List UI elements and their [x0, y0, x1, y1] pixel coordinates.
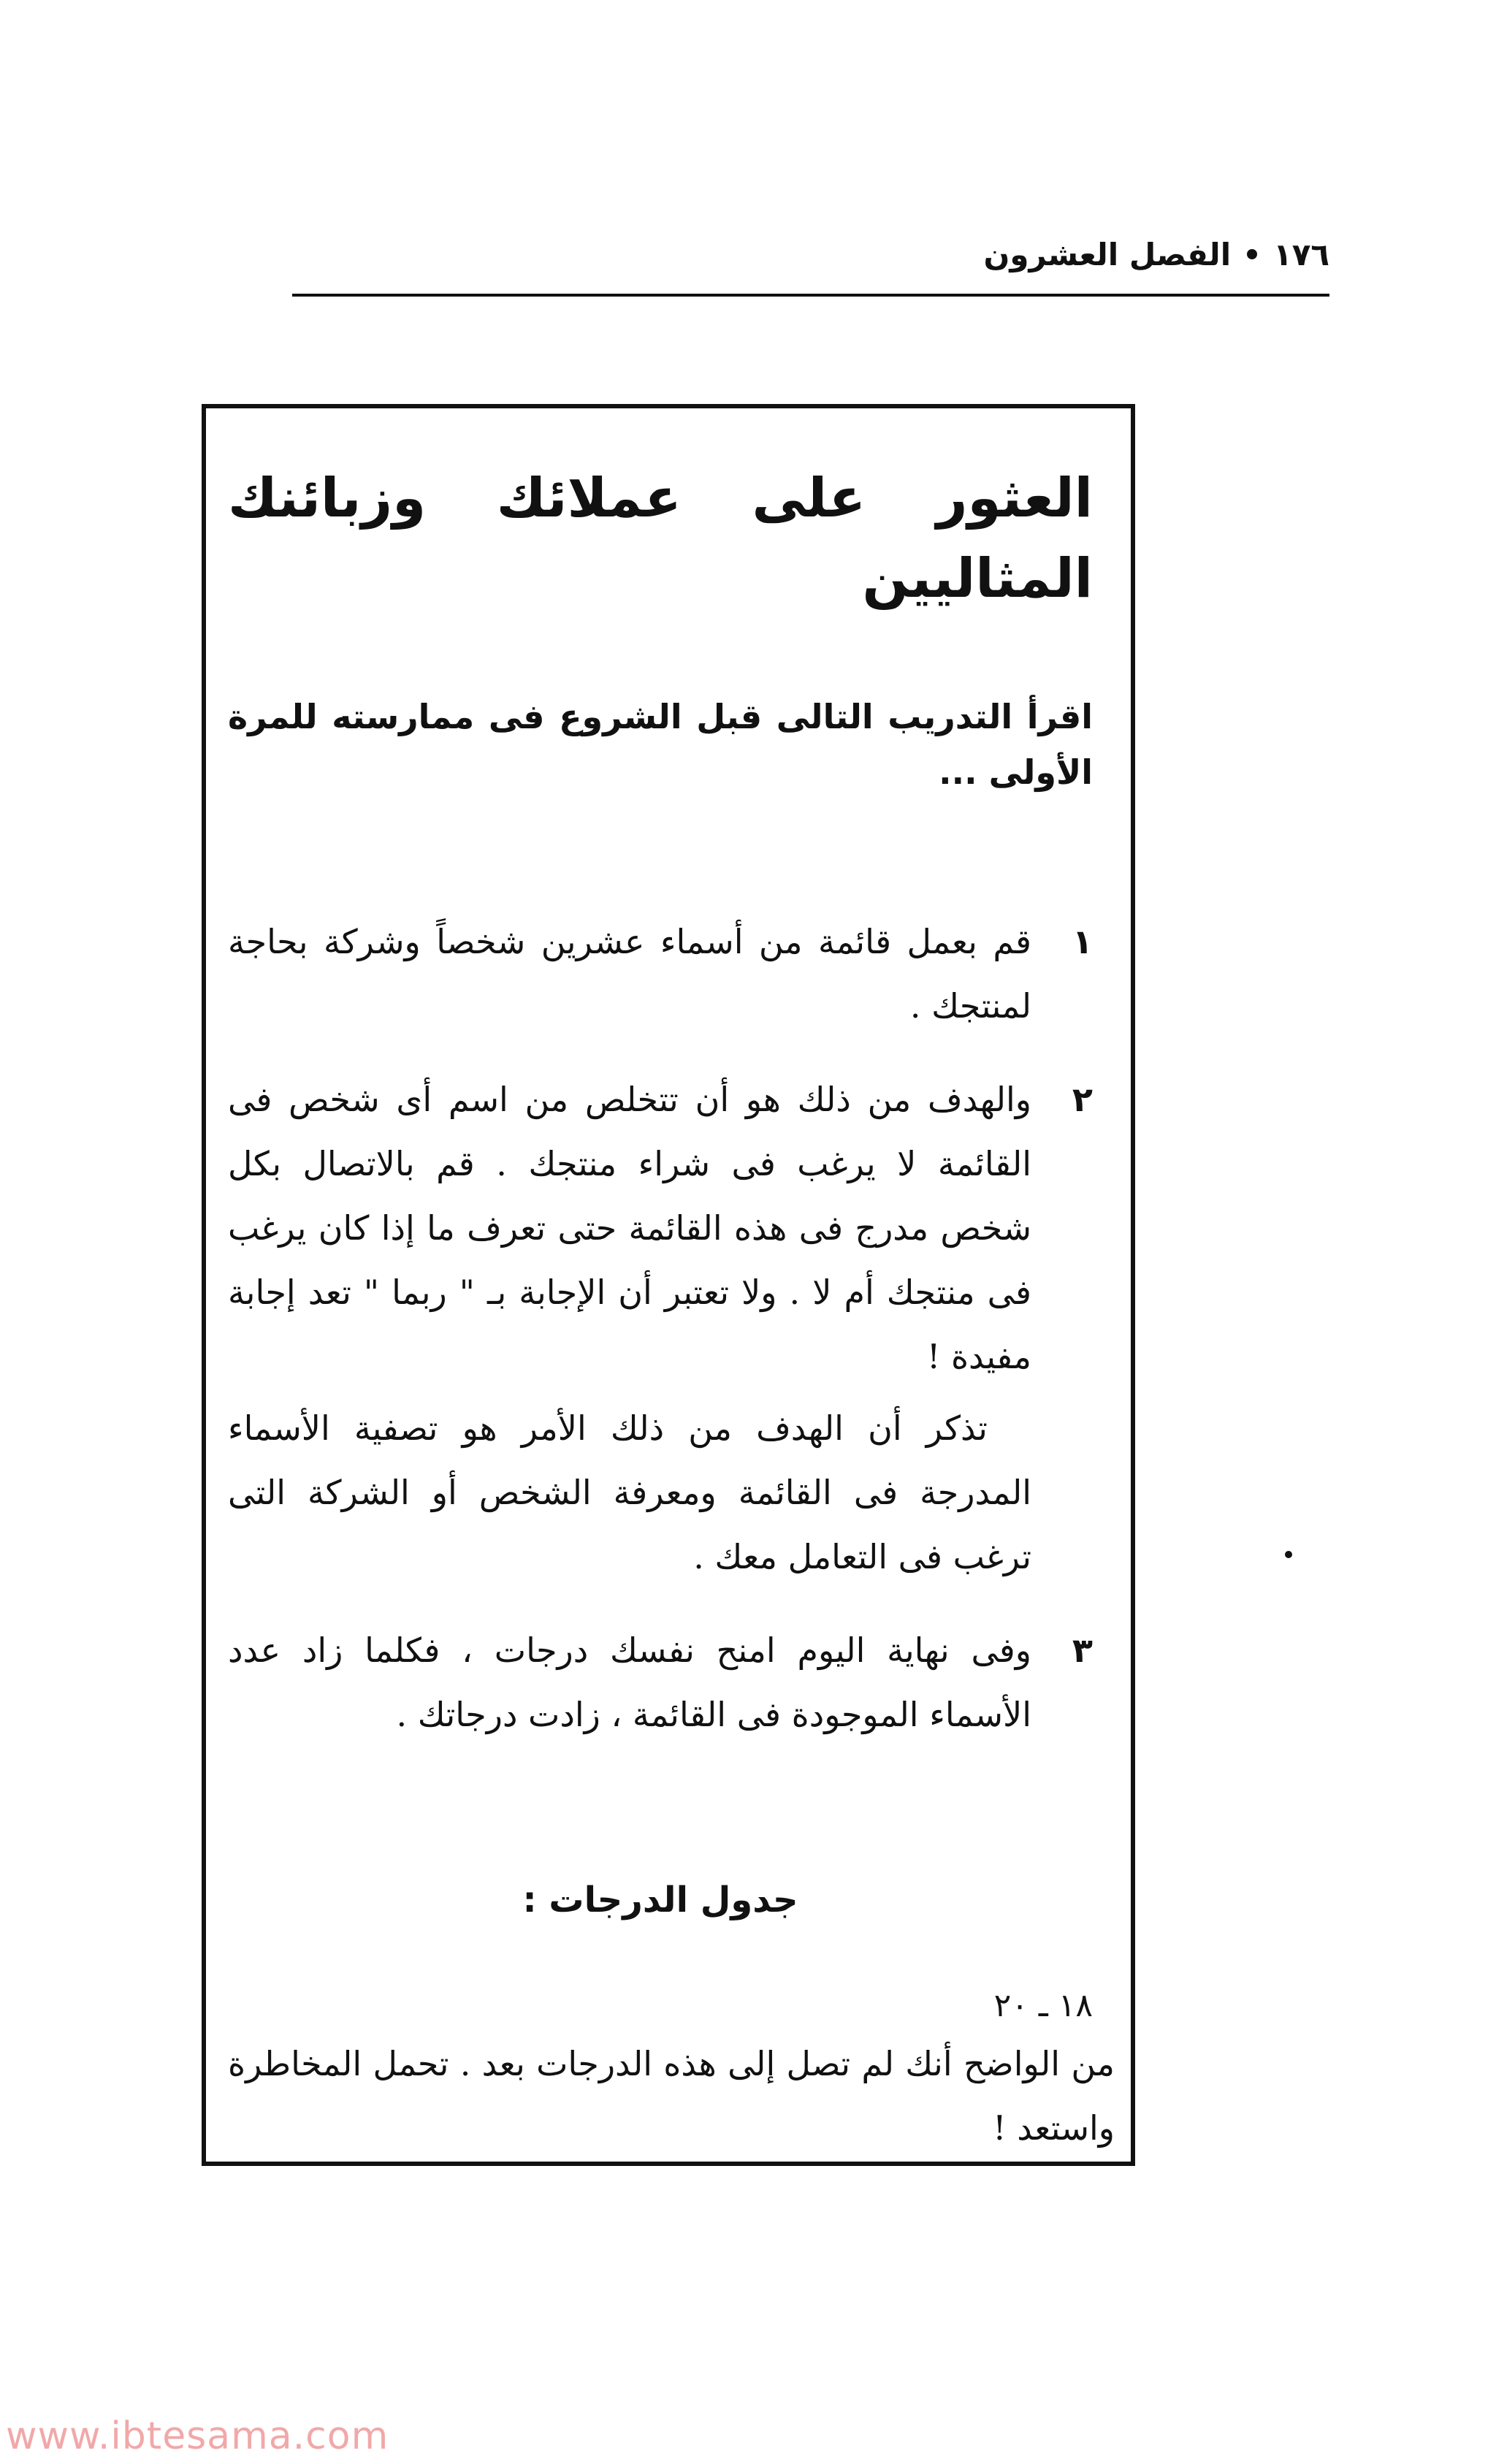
item-number: ١ — [1072, 922, 1093, 961]
page-header — [292, 232, 1329, 276]
item-number: ٣ — [1072, 1630, 1093, 1670]
watermark: www.ibtesama.com — [6, 2414, 389, 2458]
item-number: ٢ — [1072, 1080, 1093, 1119]
list-item — [228, 909, 1093, 1038]
item-text: والهدف من ذلك هو أن تتخلص من اسم أى شخص فى القائمة لا يرغب فى شراء منتجك . قم بالاتصال بكل شخص مدرج فى هذه القائمة حتى تعرف ما إذا كان يرغب فى منتجك أم لا . ولا تعتبر أن الإجابة بـ " ربما " تعد إجابة مفيدة ! — [228, 1080, 1031, 1376]
item-text: قم بعمل قائمة من أسماء عشرين شخصاً وشركة بحاجة لمنتجك . — [228, 922, 1031, 1026]
list-item — [228, 1618, 1093, 1747]
chapter-title: الفصل العشرون — [983, 236, 1232, 272]
score-description: من الواضح أنك لم تصل إلى هذه الدرجات بعد . تحمل المخاطرة واستعد ! — [228, 2044, 1115, 2148]
margin-dot-icon — [1285, 1551, 1292, 1558]
page-number: ١٧٦ — [1273, 236, 1329, 272]
scores-table-title: جدول الدرجات : — [522, 1880, 798, 1921]
score-range: ١٨ ـ ٢٠ — [993, 1987, 1093, 2024]
exercise-box — [202, 404, 1135, 2166]
exercise-title: العثور على عملائك وزبائنك المثاليين — [228, 467, 1093, 610]
header-rule — [292, 294, 1329, 297]
bullet-dot-icon — [1247, 249, 1257, 259]
item-text: وفى نهاية اليوم امنح نفسك درجات ، فكلما زاد عدد الأسماء الموجودة فى القائمة ، زادت درجاتك . — [228, 1630, 1031, 1734]
list-item — [228, 1067, 1093, 1589]
item-note: تذكر أن الهدف من ذلك الأمر هو تصفية الأسماء المدرجة فى القائمة ومعرفة الشخص أو الشركة التى ترغب فى التعامل معك . — [228, 1408, 1031, 1576]
exercise-intro: اقرأ التدريب التالى قبل الشروع فى ممارسته للمرة الأولى ... — [228, 697, 1093, 792]
